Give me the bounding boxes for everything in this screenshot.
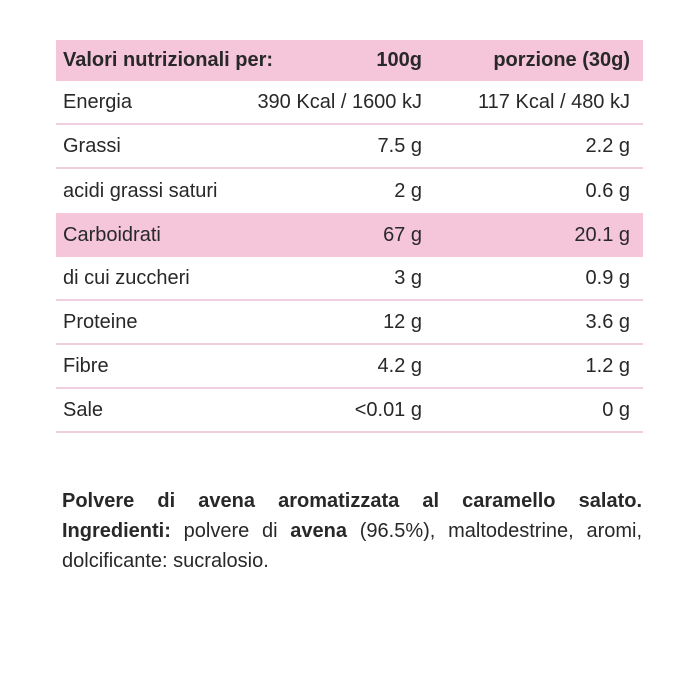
row-label: di cui zuccheri — [63, 266, 190, 289]
row-value-portion: 20.1 g — [574, 223, 630, 246]
row-value-100g: 390 Kcal / 1600 kJ — [257, 90, 422, 113]
row-value-100g: 12 g — [383, 310, 422, 333]
table-row-sale — [56, 389, 643, 433]
row-value-portion: 3.6 g — [585, 310, 630, 333]
nutrition-table — [56, 40, 643, 433]
row-value-100g: 3 g — [394, 266, 422, 289]
row-value-100g: 67 g — [383, 223, 422, 246]
table-row-energia — [56, 81, 643, 125]
row-value-portion: 0 g — [602, 398, 630, 421]
row-label: Grassi — [63, 134, 121, 157]
ingredients-allergen: avena — [290, 520, 348, 542]
product-description — [62, 486, 642, 576]
table-header-row — [56, 40, 643, 81]
header-col-100g: 100g — [376, 49, 422, 71]
table-row-proteine — [56, 301, 643, 345]
table-row-grassi — [56, 125, 643, 169]
row-value-100g: 4.2 g — [377, 354, 422, 377]
row-label: Carboidrati — [63, 223, 161, 246]
row-label: Fibre — [63, 354, 109, 377]
table-row-fibre — [56, 345, 643, 389]
row-value-100g: 7.5 g — [377, 134, 422, 157]
ingredients-tail: (96.5%), maltodestrine, aromi, dolcificante: sucralosio. — [62, 520, 643, 572]
row-value-portion: 1.2 g — [585, 354, 630, 377]
row-value-portion: 2.2 g — [585, 134, 630, 157]
row-value-portion: 0.6 g — [585, 179, 630, 202]
flavor-sentence: Polvere di avena aromatizzata al caramello salato. — [62, 490, 642, 512]
row-label: acidi grassi saturi — [63, 179, 218, 202]
table-row-di-cui-zuccheri — [56, 257, 643, 301]
row-label: Proteine — [63, 310, 138, 333]
row-label: Sale — [63, 398, 104, 421]
ingredients-label: Ingredienti: — [62, 520, 171, 542]
row-value-portion: 117 Kcal / 480 kJ — [478, 90, 630, 113]
table-row-carboidrati — [56, 213, 643, 257]
row-value-portion: 0.9 g — [585, 266, 630, 289]
ingredients-lead: polvere di — [183, 520, 278, 542]
header-col-portion: porzione (30g) — [493, 49, 630, 71]
row-value-100g: <0.01 g — [354, 398, 422, 421]
table-row-acidi-grassi-saturi — [56, 169, 643, 213]
header-title: Valori nutrizionali per: — [63, 49, 274, 71]
row-value-100g: 2 g — [394, 179, 422, 202]
row-label: Energia — [63, 90, 132, 113]
